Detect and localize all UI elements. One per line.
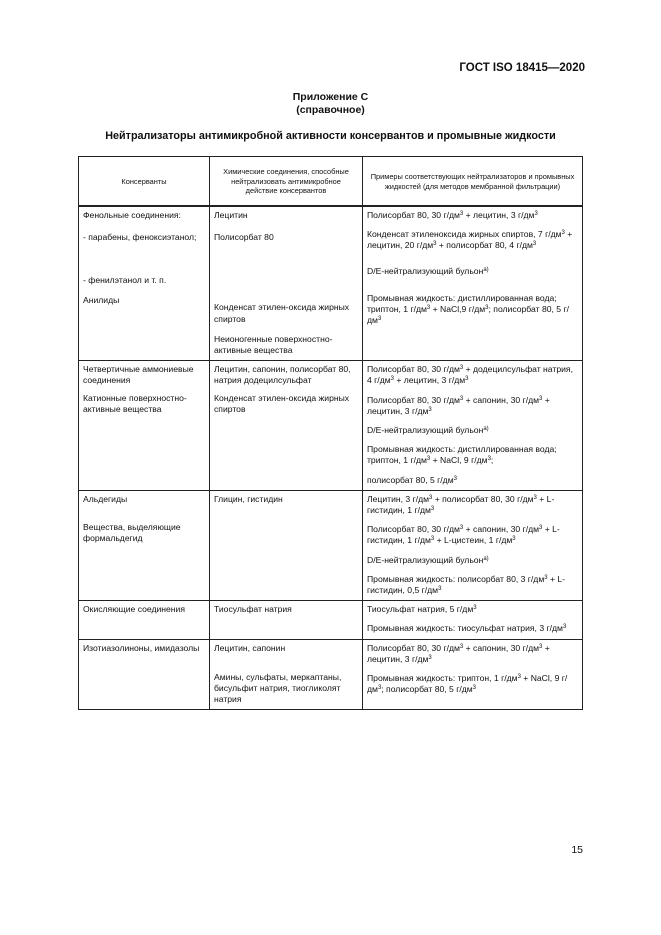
cell-text: Изотиазолиноны, имидазолы: [83, 642, 200, 653]
cell-text: Анилиды: [83, 294, 120, 305]
table-cell-compound: [210, 490, 363, 600]
cell-text: Фенольные соединения:: [83, 210, 181, 220]
table-row: [79, 601, 583, 639]
table-row: [79, 639, 583, 710]
table-cell-example: [363, 639, 583, 710]
cell-text: Катионные поверхностно-активные вещества: [83, 392, 187, 414]
table-cell-preservative: [79, 361, 210, 491]
cell-text: Альдегиды: [83, 493, 128, 504]
table-row: [79, 490, 583, 600]
table-cell-compound: [210, 206, 363, 361]
cell-text: Конденсат этиленоксида жирных спиртов, 7 $г/дм^3$ + лецитин, 20 $г/дм^3$ + полисорбат 80, 4 $г/дм^3$: [367, 229, 573, 251]
cell-text: Промывная жидкость: полисорбат 80, 3 $г/дм^3$ + L-гистидин, 0,5 $г/дм^3$: [367, 573, 566, 596]
cell-text: Промывная жидкость: тиосульфат натрия, 3 $г/дм^3$: [367, 623, 567, 634]
cell-text: Полисорбат 80: [214, 232, 274, 243]
cell-text: D/E-нейтрализующий бульон$^{а)}$: [367, 425, 489, 436]
cell-text: Промывная жидкость: дистиллированная вода; триптон, 1 $г/дм^3$ + NaCl,9 $г/дм^3$; полисорбат 80, 5 $г/дм^3$: [367, 292, 569, 326]
cell-text: - фенилэтанол и т. п.: [83, 275, 167, 286]
table-cell-compound: [210, 361, 363, 491]
footnote-marker: а): [483, 426, 489, 433]
cell-text: Лецитин, 3 $г/дм^3$ + полисорбат 80, 30 $г/дм^3$ + L-гистидин, 1 $г/дм^3$: [367, 493, 555, 516]
section-heading: Нейтрализаторы антимикробной активности консервантов и промывные жидкости: [105, 130, 556, 142]
cell-text: Полисорбат 80, 30 $г/дм^3$ + додецилсульфат натрия, 4 $г/дм^3$ + лецитин, 3 $г/дм^3$: [367, 364, 573, 386]
cell-text: Четвертичные аммониевые соединения: [83, 364, 194, 386]
table-cell-preservative: [79, 490, 210, 600]
cell-text: Окисляющие соединения: [83, 604, 185, 615]
cell-text: Тиосульфат натрия: [214, 604, 292, 615]
column-header-examples: Примеры соответствующих нейтрализаторов и промывных жидкостей (для методов мембранной фильтрации): [363, 157, 583, 207]
column-header-compounds: Химические соединения, способные нейтрализовать антимикробное действие консервантов: [210, 157, 363, 207]
standard-designation: ГОСТ ISO 18415—2020: [459, 62, 585, 74]
table-cell-example: [363, 601, 583, 639]
annex-title: Приложение С: [292, 91, 369, 103]
annex-block: [0, 91, 661, 117]
table-row: [79, 206, 583, 361]
table-cell-preservative: [79, 601, 210, 639]
cell-text: Конденсат этилен-оксида жирных спиртов: [214, 392, 350, 414]
cell-text: Конденсат этилен-оксида жирных спиртов: [214, 302, 350, 324]
table-row: [79, 361, 583, 491]
cell-text: Лецитин, сапонин: [214, 642, 286, 653]
cell-text: Полисорбат 80, 30 $г/дм^3$ + сапонин, 30 $г/дм^3$ + лецитин, 3 $г/дм^3$: [367, 394, 550, 416]
footnote-marker: а): [483, 266, 489, 273]
cell-text: Лецитин, сапонин, полисорбат 80, натрия додецилсульфат: [214, 364, 351, 386]
cell-text: Лецитин: [214, 210, 248, 220]
cell-text: Полисорбат 80, 30 $г/дм^3$ + лецитин, 3 $г/дм^3$: [367, 210, 538, 220]
footnote-marker: а): [483, 555, 489, 562]
cell-text: D/E-нейтрализующий бульон$^{а)}$: [367, 265, 489, 276]
cell-text: Амины, сульфаты, меркаптаны, бисульфит натрия, тиогликолят натрия: [214, 671, 342, 705]
cell-text: Вещества, выделяющие формальдегид: [83, 522, 181, 544]
cell-text: Полисорбат 80, 30 $г/дм^3$ + сапонин, 30 $г/дм^3$ + L-гистидин, 1 $г/дм^3$ + L-цистеин, 1 $г/дм^3$: [367, 524, 560, 546]
cell-text: Глицин, гистидин: [214, 493, 283, 504]
cell-text: Неионогенные поверхностно-активные вещества: [214, 333, 333, 356]
cell-text: Промывная жидкость: триптон, 1 $г/дм^3$ + NaCl, 9 $г/дм^3$; полисорбат 80, 5 $г/дм^3$: [367, 673, 568, 695]
cell-text: - парабены, феноксиэтанол;: [83, 232, 197, 243]
cell-text: Полисорбат 80, 30 $г/дм^3$ + сапонин, 30 $г/дм^3$ + лецитин, 3 $г/дм^3$: [367, 642, 550, 664]
table-cell-preservative: [79, 206, 210, 361]
table-cell-compound: [210, 601, 363, 639]
annex-subtitle: (справочное): [296, 104, 365, 116]
cell-text: Тиосульфат натрия, 5 $г/дм^3$: [367, 604, 477, 615]
page-number: 15: [571, 844, 583, 856]
cell-text: полисорбат 80, 5 $г/дм^3$: [367, 474, 457, 485]
table-cell-example: [363, 361, 583, 491]
neutralizers-table: [78, 156, 583, 710]
table-cell-example: [363, 206, 583, 361]
column-header-preservatives: Консерванты: [79, 157, 210, 207]
table-header-row: [79, 157, 583, 207]
cell-text: D/E-нейтрализующий бульон$^{а)}$: [367, 554, 489, 565]
table-cell-example: [363, 490, 583, 600]
table-cell-compound: [210, 639, 363, 710]
cell-text: Промывная жидкость: дистиллированная вода; триптон, 1 $г/дм^3$ + NaCl, 9 $г/дм^3$;: [367, 444, 557, 466]
table-cell-preservative: [79, 639, 210, 710]
